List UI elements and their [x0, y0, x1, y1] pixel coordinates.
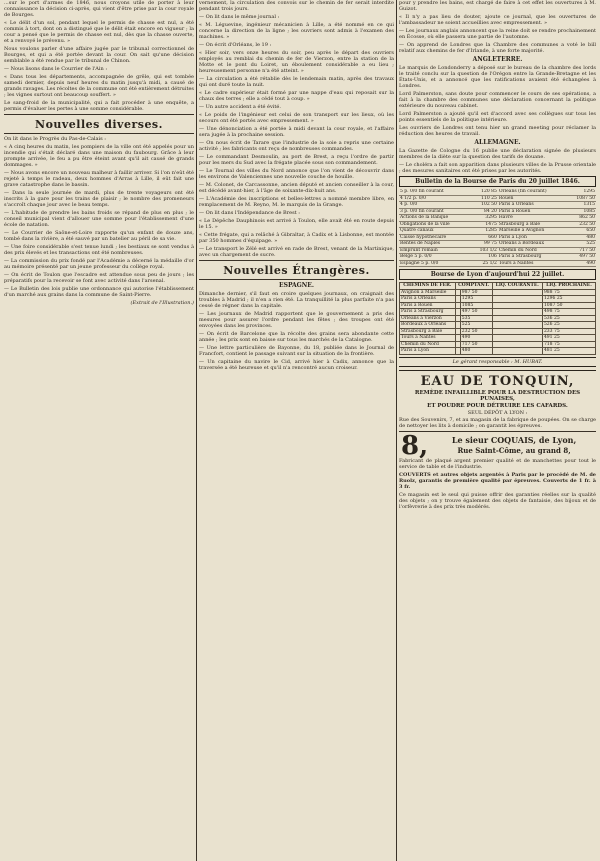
article-paragraph: — M. Colonet, de Carcassonne, ancien député et ancien conseiller à la cour, est décédé avant-hier, à l'âge de soixante-dix-huit ans. [199, 182, 394, 194]
ad-coquais-address: Rue Saint-Côme, au grand 8, [457, 445, 571, 455]
table-cell: Rentes de Naples [399, 241, 471, 248]
article-paragraph: Le sang-froid de la municipalité, qui a fait procéder à une enquête, a permis d'évaluer les pertes à une somme considérable. [4, 100, 194, 112]
table-cell: Rouen [498, 195, 567, 202]
article-paragraph: — Le Courrier de Saône-et-Loire rapporte qu'un enfant de douze ans, tombé dans la rivière, a été sauvé par un batelier au péril de sa vie. [4, 230, 194, 242]
article-paragraph: Dimanche dernier, s'il faut en croire quelques journaux, on craignait des troubles à Madrid ; il n'en a rien été. La tranquillité la plus parfaite n'a pas cessé de régner dans la capitale. [199, 291, 394, 309]
table-header: COMPTANT. [455, 283, 492, 290]
article-paragraph: — On nous écrit de Tarare que l'industrie de la soie a repris une certaine activité ; les fabricants ont reçu de nombreuses commandes. [199, 140, 394, 152]
column-rule [396, 0, 397, 861]
article-paragraph: — On écrit de Toulon que l'escadre est attendue sous peu de jours ; les préparatifs pour la recevoir se font avec activité dans l'arsenal. [4, 272, 194, 284]
table-cell: Paris à Lyon [400, 348, 456, 355]
table-cell: Obligations de la ville [399, 221, 471, 228]
article-paragraph: — Les journaux anglais annoncent que la reine doit se rendre prochainement en Écosse, où elle passera une partie de l'automne. [399, 28, 596, 40]
article-paragraph: « Dans tous les départements, accompagnée de grêle, qui est tombée samedi dernier, depuis neuf heures du matin jusqu'à midi, a causé de grands ravages. Les récoltes de la commune ont été entièrement détruites ; les vignes surtout ont beaucoup souffert. » [4, 74, 194, 98]
article-paragraph: Lord Palmerston, sans doute pour commencer le cours de ses opérations, a fait à la chambre des communes une déclaration concernant la politique extérieure du nouveau cabinet. [399, 91, 596, 109]
table-cell: Tours à Nantes [498, 260, 567, 267]
table-cell: 497 50 [460, 309, 492, 316]
table-cell: Avignon à Marseille [400, 289, 456, 296]
article-paragraph: « Le délit d'un sol, pendant lequel le permis de chasse est nul, a été commis à tort, dont on a distingué que le délit était encore en vigueur ; la cour a pensé que le permis de chasse est nul, dès que la chasse ouverte, et a renvoyé le prévenu. » [4, 20, 194, 44]
table-cell: 3295 [471, 215, 498, 222]
column-rule [196, 0, 197, 861]
divider [4, 133, 194, 134]
article-paragraph: « Il n'y a pas lieu de douter, ajoute ce journal, que les ouvertures de l'ambassadeur ne soient accueillies avec empressement. » [399, 14, 596, 26]
subheading-espagne: ESPAGNE. [279, 282, 314, 289]
article-paragraph: « A cinq heures du matin, les pompiers de la ville ont été appelés pour un incendie qui s'était déclaré dans une maison du faubourg. Grâce à leur prompte arrivée, le feu a pu être éteint avant qu'il ait causé de grands dommages. » [4, 144, 194, 168]
article-paragraph: — Le transport le Zélé est arrivé en rade de Brest, venant de la Martinique, avec un chargement de sucre. [199, 246, 394, 258]
table-cell: 718 75 [542, 341, 595, 348]
table-header: CHEMINS DE FER. [400, 283, 456, 290]
table-cell: Actions de la Banque [399, 215, 471, 222]
table-cell: 1295 [460, 296, 492, 303]
table-cell: 3 p. 0/0 fin courant [399, 208, 471, 215]
table-cell: 232 50 [567, 221, 596, 228]
table-row [400, 348, 596, 355]
table-cell: Paris à Lyon [498, 234, 567, 241]
article-paragraph: — Le choléra a fait son apparition dans plusieurs villes de la Prusse orientale ; des mesures sanitaires ont été prises par les autorités. [399, 162, 596, 174]
table-cell: 1085 [460, 302, 492, 309]
article-paragraph: Le marquis de Londonderry a déposé sur le bureau de la chambre des lords le traité conclu sur la question de l'Orégon entre la Grande-Bretagne et les États-Unis, et a annoncé que les ratifications avaient été échangées à Londres. [399, 65, 596, 89]
article-paragraph: ...sur le port d'armes de 1846, nous croyons utile de porter à leur connaissance la décision ci-après, qui vient d'être prise par la cour royale de Bourges. [4, 0, 194, 18]
table-cell: Orléans à Bordeaux [498, 241, 567, 248]
table-cell: 650 [567, 228, 596, 235]
table-cell: Belge 5 p. 0/0 [399, 254, 471, 261]
divider [199, 260, 394, 261]
table-cell: Marseille à Avignon [498, 228, 567, 235]
table-cell: 490 [567, 260, 596, 267]
ad-depot-line: SEUL DÉPÔT A LYON : [467, 409, 528, 416]
table-cell: 106 [471, 254, 498, 261]
article-paragraph: — Le commandant Desmoulin, au port de Brest, a reçu l'ordre de partir pour les mers du Sud avec la frégate placée sous son commandement. [199, 154, 394, 166]
article-paragraph: Lord Palmerston a ajouté qu'il est d'accord avec ses collègues sur tous les points essentiels de la politique intérieure. [399, 111, 596, 123]
table-cell: 490 [460, 335, 492, 342]
table-cell [492, 348, 542, 355]
divider [199, 279, 394, 280]
ad-eau-de-tonquin-title: EAU DE TONQUIN, [399, 370, 596, 389]
table-cell: 480 [567, 234, 596, 241]
table-cell: 525 [567, 241, 596, 248]
ad-coquais [399, 434, 596, 458]
table-cell: 481 25 [542, 348, 595, 355]
table-cell: 1085 [567, 208, 596, 215]
article-paragraph: — Le Tournal des villes du Nord annonce que l'on vient de découvrir dans les environs de Valenciennes une nouvelle couche de houille. [199, 168, 394, 180]
table-cell: 103 1/2 [471, 247, 498, 254]
bourse-paris-title: Bulletin de la Bourse de Paris du 20 juillet 1846. [399, 176, 596, 187]
table-cell: Strasbourg à Bâle [400, 328, 456, 335]
table-cell: 120 85 [471, 189, 498, 195]
article-paragraph: — Les journaux de Madrid rapportent que le gouvernement a pris des mesures pour assurer l'ordre pendant les fêtes ; des troupes ont été envoyées dans les provinces. [199, 311, 394, 329]
table-cell: 498 75 [542, 309, 595, 316]
article-paragraph: — L'habitude de prendre les bains froids se répand de plus en plus ; le conseil municipal vient d'allouer une somme pour l'établissement d'une école de natation. [4, 210, 194, 228]
article-paragraph: — Le Bulletin des lois publie une ordonnance qui autorise l'établissement d'un marché aux grains dans la commune de Saint-Pierre. [4, 286, 194, 298]
article-paragraph: — La circulation a été rétablie dès le lendemain matin, après des travaux qui ont duré toute la nuit. [199, 76, 394, 88]
article-paragraph: — La commission du prix fondé par l'Académie a décerné la médaille d'or au mémoire présenté par un jeune professeur du collège royal. [4, 258, 194, 270]
article-paragraph: « Le cadre supérieur était formé par une nappe d'eau qui reposait sur la chaux des terres ; elle a cédé tout à coup. » [199, 90, 394, 102]
table-cell: Paris à Strasbourg [400, 309, 456, 316]
article-paragraph: — Une dénonciation a été portée à midi devant la cour royale, et l'affaire sera jugée à la prochaine session. [199, 126, 394, 138]
table-cell: 1285 [471, 228, 498, 235]
ad-subtitle: ET POUDRE POUR DÉTRUIRE LES CAFARDS. [427, 402, 568, 409]
article-paragraph: — Nous avons encore un nouveau malheur à faillir arriver. Si l'on n'eût été rejeté à temps le radeau, deux hommes d'Arras à Lille, il eût fait une grave catastrophe dans le bassin. [4, 170, 194, 188]
table-header: LIQ. PROCHAINE. [542, 283, 595, 290]
bourse-lyon-table [399, 282, 596, 355]
table-cell: Paris à Orléans [400, 296, 456, 303]
table-cell: Chemin du Nord [400, 341, 456, 348]
article-paragraph: — On lit dans le même journal : [199, 14, 280, 20]
article-paragraph: — On lit dans l'Indépendance de Brest : [199, 210, 300, 216]
article-paragraph: — On écrit de Barcelone que la récolte des grains sera abondante cette année ; les prix sont en baisse sur tous les marchés de la Catalogne. [199, 331, 394, 343]
table-cell: Espagne 5 p. 0/0 [399, 260, 471, 267]
divider [399, 431, 596, 432]
table-cell: Strasbourg à Bâle [498, 221, 567, 228]
table-cell: Paris à Rouen [400, 302, 456, 309]
table-cell: 84 20 [471, 208, 498, 215]
section-heading-nouvelles-diverses: Nouvelles diverses. [35, 118, 163, 131]
table-cell: 99 75 [471, 241, 498, 248]
table-cell: 525 [460, 322, 492, 329]
ad-big-number: 8, [401, 433, 429, 458]
column-3 [399, 0, 596, 861]
article-paragraph: « Le poids de l'ingénieur est celui de son transport sur les lieux, où les secours ont été portés avec empressement. » [199, 112, 394, 124]
article-paragraph: vernement, la circulation des convois sur le chemin de fer serait interdite pendant trois jours. [199, 0, 394, 12]
article-paragraph: — L'Académie des inscriptions et belles-lettres a nommé membre libre, en remplacement de M. Reyno, M. le marquis de la Grange. [199, 196, 394, 208]
article-paragraph: — Un capitaine du navire le Cid, arrivé hier à Cadix, annonce que la traversée a été heureuse et qu'il n'a rencontré aucun croiseur. [199, 359, 394, 371]
table-cell: Caisse hypothécaire [399, 234, 471, 241]
article-paragraph: Nous voulons parler d'une affaire jugée par le tribunal correctionnel de Bourges, et qui a été portée devant la cour. On sait qu'une décision semblable a été rendue par le tribunal de Chinon. [4, 46, 194, 64]
article-paragraph: — On écrit d'Orléans, le 19 : [199, 42, 272, 48]
table-cell: Paris à Orléans [498, 202, 567, 209]
table-cell: Paris à Strasbourg [498, 254, 567, 261]
table-cell: 4 p. 0/0 [399, 202, 471, 209]
table-row [399, 260, 596, 267]
article-paragraph: — Dans la seule journée de mardi, plus de trente voyageurs ont été inscrits à la gare pour les trains de plaisir ; le nombre des promeneurs s'accroît chaque jour avec le beau temps. [4, 190, 194, 208]
table-cell: 717 50 [460, 341, 492, 348]
table-cell: Bordeaux à Orléans [400, 322, 456, 329]
table-cell: 5 p. 0/0 fin courant [399, 189, 471, 195]
table-cell: 1087 50 [542, 302, 595, 309]
article-paragraph: On lit dans le Progrès du Pas-de-Calais : [4, 136, 106, 142]
table-cell: 232 50 [460, 328, 492, 335]
table-cell: Emprunt romain [399, 247, 471, 254]
table-cell: 536 25 [542, 315, 595, 322]
section-heading-nouvelles-etrangeres: Nouvelles Étrangères. [223, 264, 370, 277]
table-cell: Tours à Nantes [400, 335, 456, 342]
ad-subtitle: REMÈDE INFAILLIBLE POUR LA DESTRUCTION DES PUNAISES, [414, 389, 581, 402]
article-source: (Extrait de l'Illustration.) [130, 300, 194, 306]
table-cell: 491 25 [542, 335, 595, 342]
article-paragraph: pour y prendre les bains, est chargé de faire à cet effet les ouvertures à M. Guizot. [399, 0, 596, 12]
ad-coquais-title: Le sieur COQUAIS, de Lyon, [451, 434, 577, 445]
table-cell: 497 50 [567, 254, 596, 261]
table-cell: 4 1/2 p. 0/0 [399, 195, 471, 202]
table-cell: Quatre canaux [399, 228, 471, 235]
bourse-paris-table [399, 189, 596, 267]
article-paragraph: Les ouvriers de Londres ont tenu hier un grand meeting pour réclamer la réduction des heures de travail. [399, 125, 596, 137]
table-cell: 1475 [471, 221, 498, 228]
table-cell: 862 50 [567, 215, 596, 222]
ad-text: Ce magasin est le seul qui puisse offrir des garanties réelles sur la qualité des objets ; on y trouve également des objets de fantaisie, des bijoux et de l'orfèvrerie à des prix très modérés. [399, 491, 596, 510]
article-paragraph: « Hier soir, vers onze heures du soir, peu après le départ des ouvriers employés au remblai du chemin de fer de Vierzon, entre la station de la Motte et le pont du Loiret, un éboulement considérable a eu lieu ; heureusement personne n'a été atteint. » [199, 50, 394, 74]
table-cell: Paris à Rouen [498, 208, 567, 215]
ad-text: Rue des Souvenirs, 7, et au magasin de la fabrique de poupées. On se charge de nettoyer les lits à domicile ; on garantit les épreuves. [399, 416, 596, 429]
table-cell: Orléans à Vierzon [400, 315, 456, 322]
column-1 [4, 0, 194, 861]
subheading-allemagne: ALLEMAGNE. [474, 139, 521, 146]
table-header: LIQ. COURANTE. [492, 283, 542, 290]
table-cell: 988 75 [542, 289, 595, 296]
article-paragraph: — On apprend de Londres que la Chambre des communes a voté le bill relatif aux chemins de fer d'Irlande, à une forte majorité. [399, 42, 596, 54]
column-2 [199, 0, 394, 861]
table-cell: 1315 [567, 202, 596, 209]
article-paragraph: — Une foire considérable s'est tenue lundi ; les bestiaux se sont vendus à des prix élevés et les transactions ont été nombreuses. [4, 244, 194, 256]
table-cell: 1087 50 [567, 195, 596, 202]
table-cell: Havre [498, 215, 567, 222]
table-cell: 717 50 [567, 247, 596, 254]
table-cell: Orléans (fin courant) [498, 189, 567, 195]
table-cell: 480 [460, 348, 492, 355]
table-cell: 25 1/2 [471, 260, 498, 267]
article-paragraph: « M. Léguevine, ingénieur mécanicien à Lille, a été nommé en ce qui concerne la direction de la ligne ; les ouvriers sont admis à l'examen des machines. » [199, 22, 394, 40]
table-cell: 110 25 [471, 195, 498, 202]
divider [4, 114, 194, 115]
subheading-angleterre: ANGLETERRE. [472, 56, 523, 63]
article-paragraph: « Le Dépêche Dauphinois est arrivé à Toulon, elle avait été en route depuis le 15. » [199, 218, 394, 230]
table-cell: Chemin du Nord [498, 247, 567, 254]
article-paragraph: — Une lettre particulière de Bayonne, du 18, publiée dans le Journal de Francfort, contient le passage suivant sur la situation de la frontière. [199, 345, 394, 357]
table-cell: 102 50 [471, 202, 498, 209]
article-paragraph: « Cette frégate, qui a relâché à Gibraltar, à Cadix et à Lisbonne, est montée par 350 hommes d'équipage. » [199, 232, 394, 244]
article-paragraph: — Nous lisons dans le Courrier de l'Ain : [4, 66, 108, 72]
table-cell: 1295 [567, 189, 596, 195]
table-cell: 987 50 [460, 289, 492, 296]
table-cell: 1296 25 [542, 296, 595, 303]
ad-text: COUVERTS et autres objets argentés à Paris par le procédé de M. de Ruolz, garantis de première qualité par épreuves. Couverts de 1 fr. à 3 fr. [399, 471, 596, 490]
gerant-line: Le gérant responsable : M. HUBAT. [399, 357, 596, 367]
table-cell: 660 [471, 234, 498, 241]
table-cell: 535 [460, 315, 492, 322]
article-paragraph: — Un autre accident a été évité. [199, 104, 281, 110]
article-paragraph: La Gazette de Cologne du 16 publie une déclaration signée de plusieurs membres de la diète sur la question des tarifs de douane. [399, 148, 596, 160]
bourse-lyon-title: Bourse de Lyon d'aujourd'hui 22 juillet. [399, 269, 596, 280]
table-cell: 233 75 [542, 328, 595, 335]
ad-text: Fabricant de plaqué argent premier qualité et de manchettes pour tout le service de table et de l'industrie. [399, 457, 596, 470]
table-cell: 526 25 [542, 322, 595, 329]
